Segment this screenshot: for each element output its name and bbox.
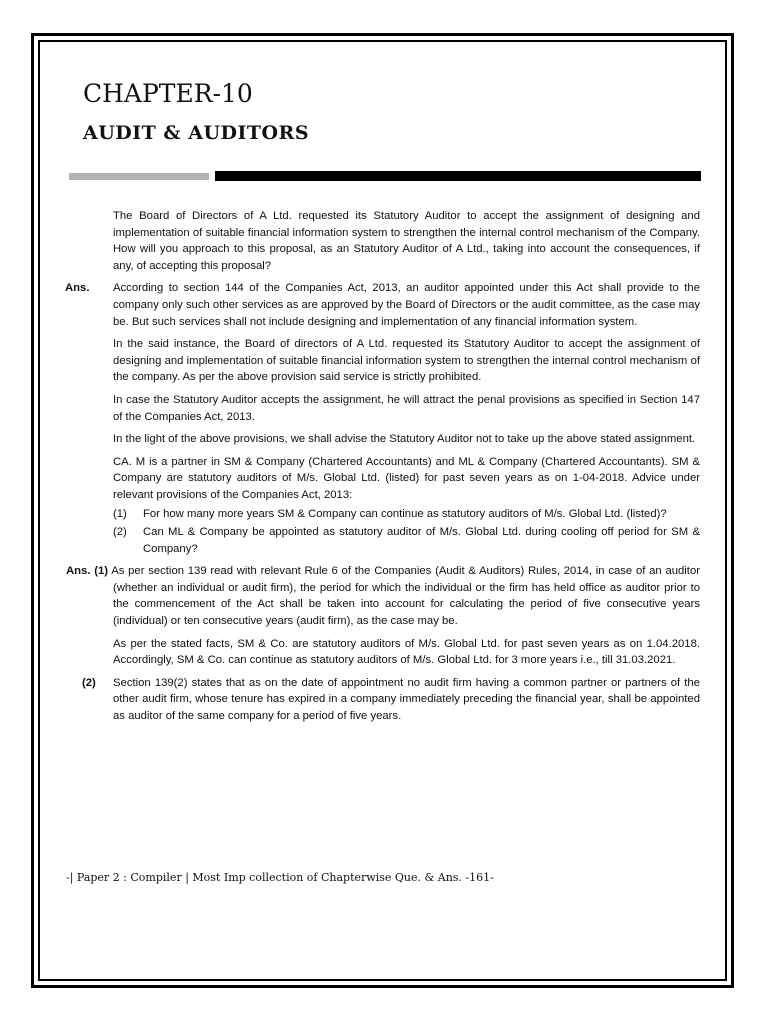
answer-1-para-1 — [0, 280, 768, 330]
answer-2-part-1 — [0, 563, 768, 629]
item-number: (2) — [113, 526, 127, 539]
document-body — [0, 208, 768, 731]
answer-1-text-2: In the said instance, the Board of directors of A Ltd. requested its Statutory Auditor to accept the assignment of designing and implementation of suitable financial information system to strengthen the internal control mechanism of the company. As per the above provision said service is strictly prohibited. — [113, 338, 700, 384]
answer-2-part-2 — [0, 675, 768, 725]
answer-1-text-4: In the light of the above provisions, we shall advise the Statutory Auditor not to take up the above stated assignment. — [113, 433, 696, 446]
answer-1-text-3: In case the Statutory Auditor accepts the assignment, he will attract the penal provisions as specified in Section 147 of the Companies Act, 2013. — [113, 393, 700, 423]
question-2 — [0, 454, 768, 504]
header-rule-black — [215, 171, 701, 181]
item-text: For how many more years SM & Company can continue as statutory auditors of M/s. Global Ltd. (listed)? — [143, 507, 667, 520]
answer-2-part-1-text-2: As per the stated facts, SM & Co. are statutory auditors of M/s. Global Ltd. for past seven years as on 1.04.2018. Accordingly, SM & Co. can continue as statutory auditors of M/s. Global Ltd. for 3 more years i.e., till 31.03.2021. — [113, 637, 700, 667]
answer-1-text-1: According to section 144 of the Companies Act, 2013, an auditor appointed under this Act shall provide to the company only such other services as are approved by the Board of Directors or the audit committee, as the case may be. But such services shall not include designing and implementation of any financial information system. — [113, 282, 700, 328]
answer-2-part-2-text: Section 139(2) states that as on the date of appointment no audit firm having a common partner or partners of the other audit firm, whose tenure has expired in a company immediately preceding the financial year, shall be appointed as auditor of the same company for a period of five years. — [113, 676, 700, 723]
answer-1-para-4 — [0, 431, 768, 448]
answer-2-part-1-text: As per section 139 read with relevant Rule 6 of the Companies (Audit & Auditors) Rules, 2014, in case of an auditor (whether an individual or audit firm), the period for which the individual or the firm has held office as auditor prior to the commencement of the Act shall be taken into account for calculating the period of five consecutive years (individual) or ten consecutive years (audit firm), as the case may be. — [111, 565, 700, 628]
chapter-title: AUDIT & AUDITORS — [83, 122, 310, 144]
answer-label-2: (2) — [82, 676, 96, 689]
answer-label: Ans. — [65, 282, 90, 295]
item-number: (1) — [113, 507, 127, 520]
page-footer: -| Paper 2 : Compiler | Most Imp collection of Chapterwise Que. & Ans. -161- — [66, 871, 494, 884]
chapter-heading: CHAPTER-10 — [83, 79, 253, 108]
item-text: Can ML & Company be appointed as statutory auditor of M/s. Global Ltd. during cooling off period for SM & Company? — [143, 526, 700, 555]
question-1-text: The Board of Directors of A Ltd. requested its Statutory Auditor to accept the assignment of designing and implementation of suitable financial information system to strengthen the internal control mechanism of the Company. How will you approach to this proposal, as an Statutory Auditor of A Ltd., taking into account the consequences, if any, of accepting this proposal? — [113, 210, 700, 272]
answer-1-para-2 — [0, 336, 768, 386]
header-rule-grey — [69, 173, 209, 180]
answer-2-part-1-para-2 — [0, 636, 768, 669]
answer-2-part-1-block — [66, 563, 700, 629]
answer-label-1: Ans. (1) — [66, 565, 109, 578]
question-1 — [0, 208, 768, 274]
answer-1-para-3 — [0, 392, 768, 425]
question-2-text: CA. M is a partner in SM & Company (Chartered Accountants) and ML & Company (Chartered Accountants). SM & Company are statutory auditors of M/s. Global Ltd. (listed) for past seven years as on 1-04-2018. Advice under relevant provisions of the Companies Act, 2013: — [113, 455, 700, 501]
question-2-item-2 — [113, 524, 700, 557]
question-2-item-1 — [113, 506, 700, 523]
